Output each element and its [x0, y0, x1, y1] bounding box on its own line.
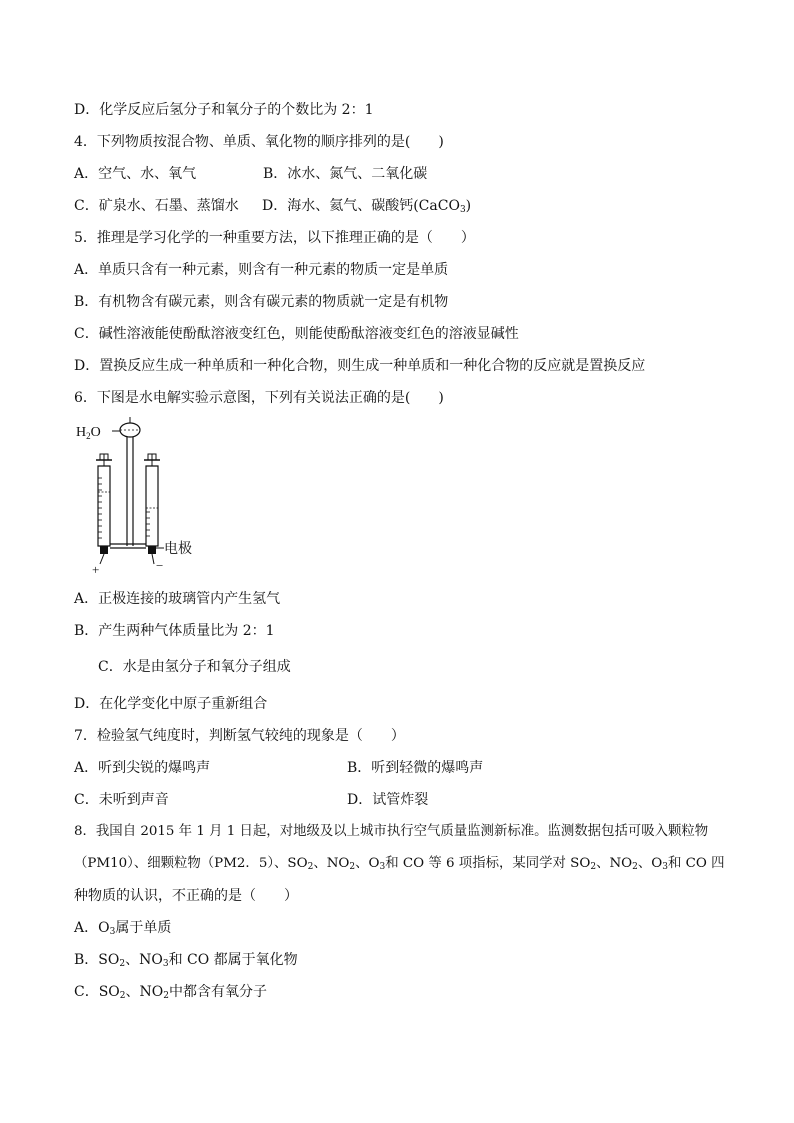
q4-option-b: B．冰水、氮气、二氧化碳 [263, 166, 428, 182]
q7-option-c: C．未听到声音 [74, 792, 169, 808]
h2o-label: $H_2O$ [76, 425, 101, 441]
q8-option-c: C．$SO_2$、$NO_2$中都含有氧分子 [74, 984, 267, 1001]
q5-option-b: B．有机物含有碳元素，则含有碳元素的物质就一定是有机物 [74, 294, 449, 310]
q5-stem: 5．推理是学习化学的一种重要方法，以下推理正确的是（ ） [74, 230, 475, 246]
right-electrode [148, 546, 156, 554]
q6-option-a: A．正极连接的玻璃管内产生氢气 [74, 591, 281, 607]
q6-option-c: C．水是由氢分子和氧分子组成 [98, 659, 291, 675]
q5-option-c: C．碱性溶液能使酚酞溶液变红色，则能使酚酞溶液变红色的溶液显碱性 [74, 326, 519, 342]
q4-option-d: D．海水、氦气、碳酸钙(CaCO$_3$) [262, 198, 472, 215]
left-tube [96, 454, 112, 564]
q7-stem: 7．检验氢气纯度时，判断氢气较纯的现象是（ ） [74, 728, 405, 744]
minus-sign: − [156, 558, 164, 573]
q7-option-d: D．试管炸裂 [347, 792, 429, 808]
q4-option-a: A．空气、水、氧气 [74, 166, 197, 182]
plus-sign: + [92, 562, 100, 577]
q7-option-b: B．听到轻微的爆鸣声 [347, 760, 484, 776]
q8-stem-line1: 8．我国自 2015 年 1 月 1 日起，对地级及以上城市执行空气质量监测新标准。监测数据包括可吸入颗粒物 [74, 824, 709, 839]
q6-stem: 6．下图是水电解实验示意图，下列有关说法正确的是( ) [74, 390, 444, 406]
q5-option-a: A．单质只含有一种元素，则含有一种元素的物质一定是单质 [74, 262, 449, 278]
water-electrolysis-apparatus [76, 414, 226, 582]
q4-stem: 4．下列物质按混合物、单质、氧化物的顺序排列的是( ) [74, 134, 444, 150]
q8-option-b: B．$SO_2$、$NO_3$和 CO 都属于氧化物 [74, 952, 298, 969]
q5-option-d: D．置换反应生成一种单质和一种化合物，则生成一种单质和一种化合物的反应就是置换反应 [74, 358, 646, 374]
q6-option-b: B．产生两种气体质量比为 2：1 [74, 623, 275, 639]
left-electrode [100, 546, 108, 554]
q8-stem-line3: 种物质的认识，不正确的是（ ） [74, 888, 298, 904]
q4-option-c: C．矿泉水、石墨、蒸馏水 [74, 198, 239, 214]
q6-option-d: D．在化学变化中原子重新组合 [74, 696, 268, 712]
q7-option-a: A．听到尖锐的爆鸣声 [74, 760, 211, 776]
q8-stem-line2: （PM10）、细颗粒物（PM2．5）、$SO_2$、$NO_2$、$O_3$和 CO 等 6 项指标，某同学对 $SO_2$、$NO_2$、$O_3$和 CO 四 [74, 856, 725, 872]
q3-option-d: D．化学反应后氢分子和氧分子的个数比为 2：1 [74, 102, 374, 118]
electrode-label: 电极 [164, 541, 192, 557]
q8-option-a: A．$O_3$属于单质 [74, 920, 172, 937]
